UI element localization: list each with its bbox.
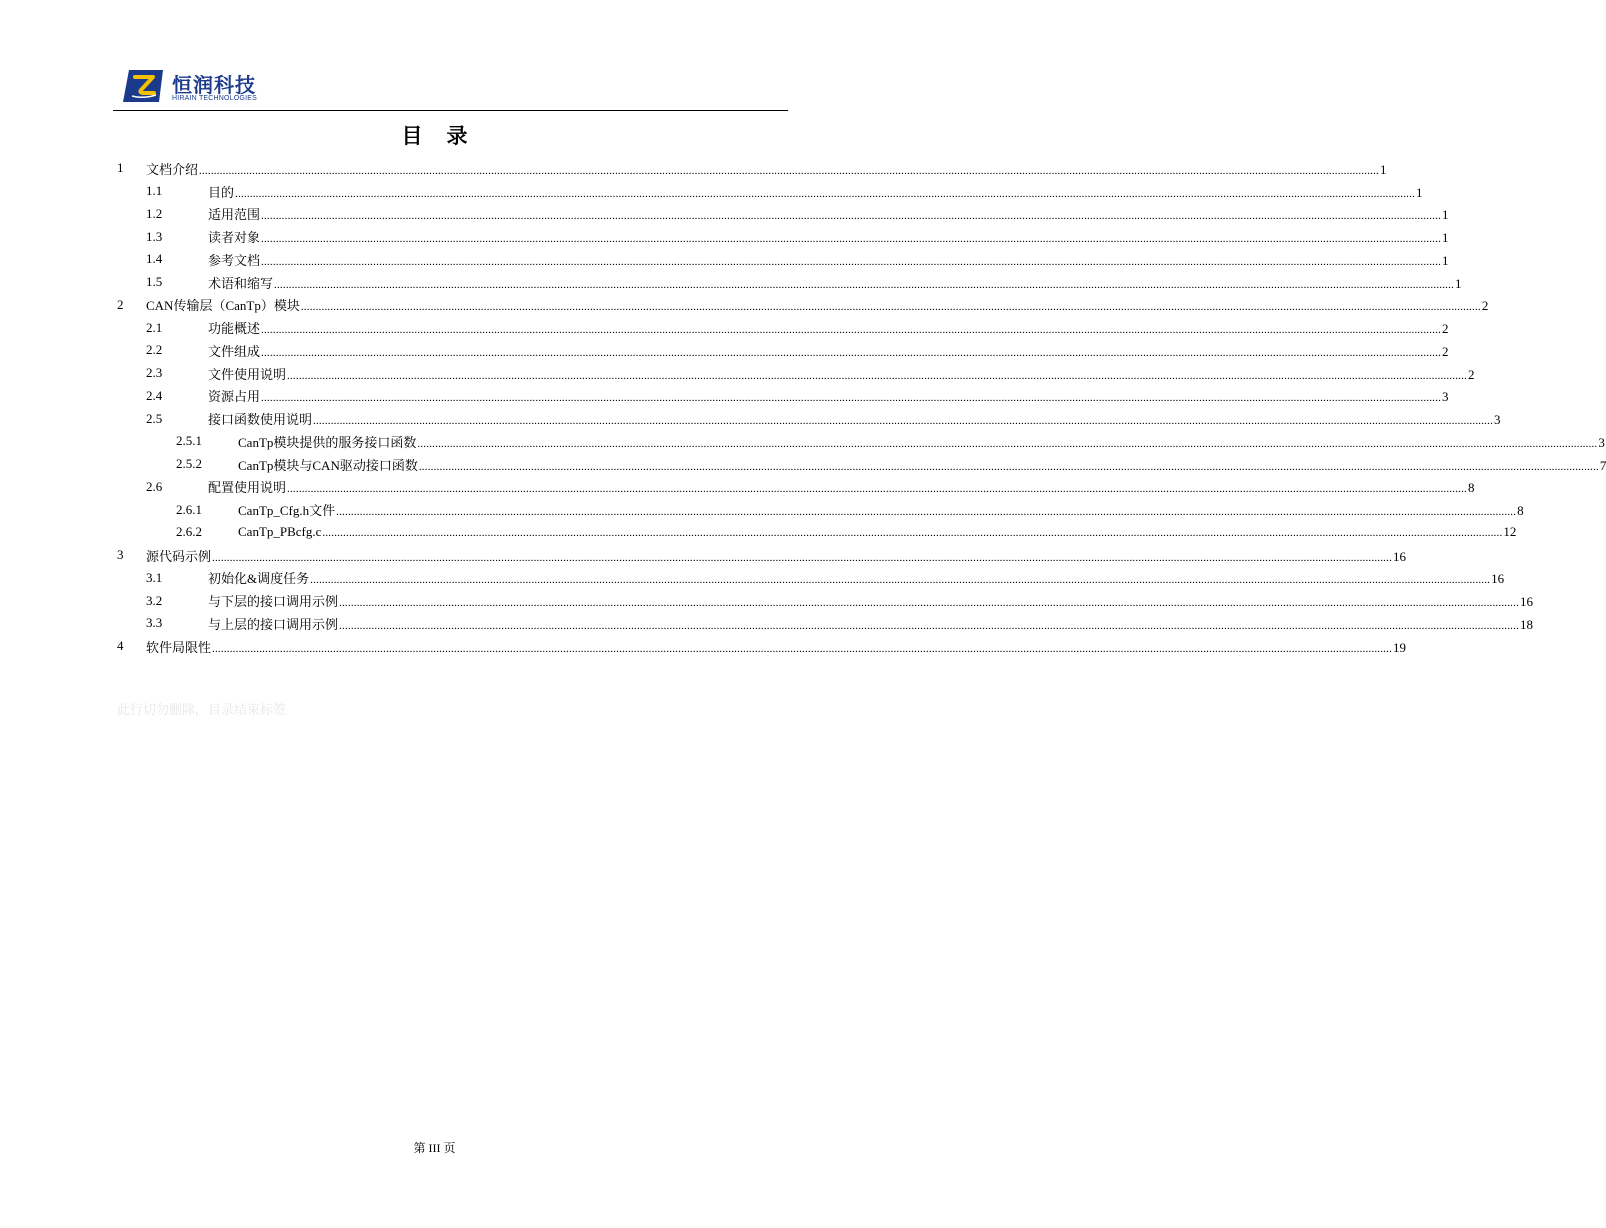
toc-entry-page: 16: [1491, 571, 1505, 587]
toc-entry-title[interactable]: 功能概述: [208, 321, 261, 337]
toc-entry-number: 3: [117, 547, 124, 563]
toc-entry-line: [208, 364, 1475, 383]
toc-entry-page: 2: [1481, 298, 1489, 314]
toc-entry[interactable]: [117, 157, 1387, 180]
toc-dot-leader: ................................................................................................................................................................................................................................................................................................................................................................................................................: [313, 415, 1494, 428]
toc-entry[interactable]: [117, 521, 1517, 544]
toc-dot-leader: ................................................................................................................................................................................................................................................................................................................................................................................................................: [212, 551, 1393, 564]
toc-entry-page: 1: [1442, 207, 1449, 223]
toc-entry-line: [208, 318, 1449, 337]
toc-entry-line: [238, 500, 1524, 519]
toc-entry-number: 2.6.2: [176, 524, 202, 540]
toc-entry-line: [208, 568, 1505, 587]
toc-entry-title[interactable]: 软件局限性: [146, 639, 212, 655]
toc-entry-title[interactable]: CanTp_PBcfg.c: [238, 524, 322, 540]
toc-entry-title[interactable]: 与上层的接口调用示例: [208, 616, 339, 632]
toc-entry[interactable]: [117, 407, 1501, 430]
toc-entry[interactable]: [117, 476, 1475, 499]
toc-entry-number: 1.3: [146, 228, 163, 244]
toc-dot-leader: ................................................................................................................................................................................................................................................................................................................................................................................................................: [212, 642, 1393, 655]
toc-entry-page: 1: [1416, 184, 1423, 200]
hirain-logo-icon: [123, 68, 165, 104]
toc-entry-number: 2.2: [146, 342, 163, 358]
toc-entry[interactable]: [117, 339, 1449, 362]
toc-entry-number: 2.5.1: [176, 433, 202, 449]
toc-entry-page: 3: [1442, 389, 1449, 405]
toc-entry-title[interactable]: CAN传输层（CanTp）模块: [146, 298, 300, 314]
toc-entry-page: 7: [1599, 457, 1606, 473]
toc-entry-title[interactable]: 适用范围: [208, 207, 261, 223]
toc-entry-line: [238, 432, 1605, 451]
toc-entry-page: 16: [1393, 548, 1407, 564]
toc-entry-page: 3: [1494, 412, 1501, 428]
toc-entry-title[interactable]: 配置使用说明: [208, 480, 287, 496]
toc-entry-number: 2.5.2: [176, 456, 202, 472]
toc-entry-title[interactable]: 与下层的接口调用示例: [208, 594, 339, 610]
toc-entry[interactable]: [117, 316, 1449, 339]
toc-dot-leader: ................................................................................................................................................................................................................................................................................................................................................................................................................: [261, 346, 1442, 359]
toc-entry-page: 1: [1455, 275, 1462, 291]
table-of-contents: [117, 157, 1606, 658]
toc-entry-number: 2.3: [146, 365, 163, 381]
toc-title: [0, 120, 869, 150]
toc-entry-line: [208, 477, 1475, 496]
toc-entry-number: 1: [117, 160, 124, 176]
toc-dot-leader: ................................................................................................................................................................................................................................................................................................................................................................................................................: [417, 437, 1598, 450]
page-header: [113, 64, 788, 110]
toc-entry-title[interactable]: 文件组成: [208, 343, 261, 359]
toc-entry-line: [208, 227, 1449, 246]
toc-entry-title[interactable]: CanTp模块提供的服务接口函数: [238, 434, 417, 450]
toc-entry-line: [208, 386, 1449, 405]
toc-entry-page: 2: [1442, 321, 1449, 337]
brand-name-cn: 恒润科技: [172, 73, 256, 97]
toc-entry-line: [208, 614, 1534, 633]
toc-entry-number: 4: [117, 638, 124, 654]
toc-entry[interactable]: [117, 498, 1524, 521]
toc-entry-page: 1: [1442, 252, 1449, 268]
toc-entry-number: 2.1: [146, 319, 163, 335]
toc-entry[interactable]: [117, 635, 1407, 658]
toc-dot-leader: ................................................................................................................................................................................................................................................................................................................................................................................................................: [274, 278, 1455, 291]
toc-entry-number: 2.4: [146, 387, 163, 403]
toc-dot-leader: ................................................................................................................................................................................................................................................................................................................................................................................................................: [300, 301, 1481, 314]
toc-entry-title[interactable]: 读者对象: [208, 230, 261, 246]
toc-entry-number: 2.5: [146, 410, 163, 426]
toc-entry-page: 18: [1520, 616, 1534, 632]
toc-entry-page: 19: [1393, 639, 1407, 655]
toc-dot-leader: ................................................................................................................................................................................................................................................................................................................................................................................................................: [261, 392, 1442, 405]
toc-entry-title[interactable]: 初始化&调度任务: [208, 571, 310, 587]
header-divider: [113, 110, 788, 111]
toc-dot-leader: ................................................................................................................................................................................................................................................................................................................................................................................................................: [287, 369, 1468, 382]
toc-entry-page: 3: [1598, 434, 1605, 450]
toc-entry-page: 2: [1442, 343, 1449, 359]
toc-entry-number: 1.2: [146, 205, 163, 221]
toc-entry-title[interactable]: 资源占用: [208, 389, 261, 405]
toc-dot-leader: ................................................................................................................................................................................................................................................................................................................................................................................................................: [310, 574, 1491, 587]
toc-entry[interactable]: [117, 453, 1606, 476]
toc-entry-page: 1: [1380, 161, 1387, 177]
toc-entry[interactable]: [117, 203, 1449, 226]
toc-dot-leader: ................................................................................................................................................................................................................................................................................................................................................................................................................: [339, 597, 1520, 610]
toc-entry-title[interactable]: 参考文档: [208, 252, 261, 268]
toc-entry-title[interactable]: CanTp_Cfg.h文件: [238, 503, 336, 519]
toc-entry-line: [208, 250, 1449, 269]
toc-entry-number: 1.4: [146, 251, 163, 267]
toc-entry-line: [238, 455, 1606, 474]
toc-dot-leader: ................................................................................................................................................................................................................................................................................................................................................................................................................: [261, 233, 1442, 246]
toc-entry[interactable]: [117, 180, 1423, 203]
toc-entry-line: [208, 182, 1423, 201]
toc-title-right: 录: [446, 123, 468, 148]
toc-entry[interactable]: [117, 385, 1449, 408]
toc-dot-leader: ................................................................................................................................................................................................................................................................................................................................................................................................................: [322, 527, 1503, 540]
toc-entry-title[interactable]: CanTp模块与CAN驱动接口函数: [238, 457, 418, 473]
toc-dot-leader: ................................................................................................................................................................................................................................................................................................................................................................................................................: [418, 460, 1599, 473]
toc-entry-page: 2: [1468, 366, 1475, 382]
toc-entry-line: [146, 546, 1407, 565]
toc-entry-number: 1.5: [146, 274, 163, 290]
toc-entry-page: 8: [1468, 480, 1475, 496]
toc-entry-page: 12: [1503, 524, 1517, 540]
toc-entry-title[interactable]: 文件使用说明: [208, 366, 287, 382]
toc-entry[interactable]: [117, 612, 1534, 635]
toc-dot-leader: ................................................................................................................................................................................................................................................................................................................................................................................................................: [235, 187, 1416, 200]
toc-entry[interactable]: [117, 294, 1489, 317]
toc-entry-number: 3.2: [146, 592, 163, 608]
toc-entry[interactable]: [117, 271, 1462, 294]
toc-dot-leader: ................................................................................................................................................................................................................................................................................................................................................................................................................: [339, 619, 1520, 632]
toc-entry-page: 8: [1517, 503, 1524, 519]
toc-entry-number: 2: [117, 296, 124, 312]
toc-entry-number: 1.1: [146, 183, 163, 199]
toc-end-marker-note: 此行切勿删除，目录结束标签: [117, 703, 287, 718]
toc-entry-page: 16: [1520, 594, 1534, 610]
toc-entry-line: [146, 295, 1489, 314]
toc-entry-line: [238, 524, 1517, 540]
toc-entry-title[interactable]: 目的: [208, 184, 235, 200]
toc-dot-leader: ................................................................................................................................................................................................................................................................................................................................................................................................................: [336, 506, 1517, 519]
toc-dot-leader: ................................................................................................................................................................................................................................................................................................................................................................................................................: [199, 164, 1380, 177]
toc-entry[interactable]: [117, 225, 1449, 248]
toc-entry-number: 2.6.1: [176, 501, 202, 517]
toc-entry-number: 3.1: [146, 569, 163, 585]
toc-dot-leader: ................................................................................................................................................................................................................................................................................................................................................................................................................: [261, 255, 1442, 268]
page-footer: 第 III 页: [413, 1141, 456, 1155]
toc-entry[interactable]: [117, 544, 1407, 567]
toc-entry-line: [208, 204, 1449, 223]
toc-entry-line: [208, 591, 1534, 610]
toc-entry[interactable]: [117, 430, 1605, 453]
toc-entry-title[interactable]: 术语和缩写: [208, 275, 274, 291]
toc-entry[interactable]: [117, 248, 1449, 271]
toc-entry[interactable]: [117, 567, 1505, 590]
toc-entry-line: [208, 341, 1449, 360]
toc-entry-line: [146, 637, 1407, 656]
toc-entry[interactable]: [117, 362, 1475, 385]
company-logo: [123, 68, 273, 108]
toc-entry[interactable]: [117, 589, 1534, 612]
toc-entry-title[interactable]: 源代码示例: [146, 548, 212, 564]
toc-entry-title[interactable]: 文档介绍: [146, 161, 199, 177]
toc-dot-leader: ................................................................................................................................................................................................................................................................................................................................................................................................................: [261, 210, 1442, 223]
toc-title-left: 目: [401, 123, 423, 148]
toc-dot-leader: ................................................................................................................................................................................................................................................................................................................................................................................................................: [287, 483, 1468, 496]
toc-entry-title[interactable]: 接口函数使用说明: [208, 412, 313, 428]
toc-entry-number: 3.3: [146, 615, 163, 631]
toc-entry-number: 2.6: [146, 478, 163, 494]
toc-entry-page: 1: [1442, 230, 1449, 246]
toc-dot-leader: ................................................................................................................................................................................................................................................................................................................................................................................................................: [261, 324, 1442, 337]
toc-entry-line: [208, 273, 1462, 292]
brand-name-en: HIRAIN TECHNOLOGIES: [172, 95, 257, 102]
toc-entry-line: [146, 159, 1387, 178]
toc-entry-line: [208, 409, 1501, 428]
